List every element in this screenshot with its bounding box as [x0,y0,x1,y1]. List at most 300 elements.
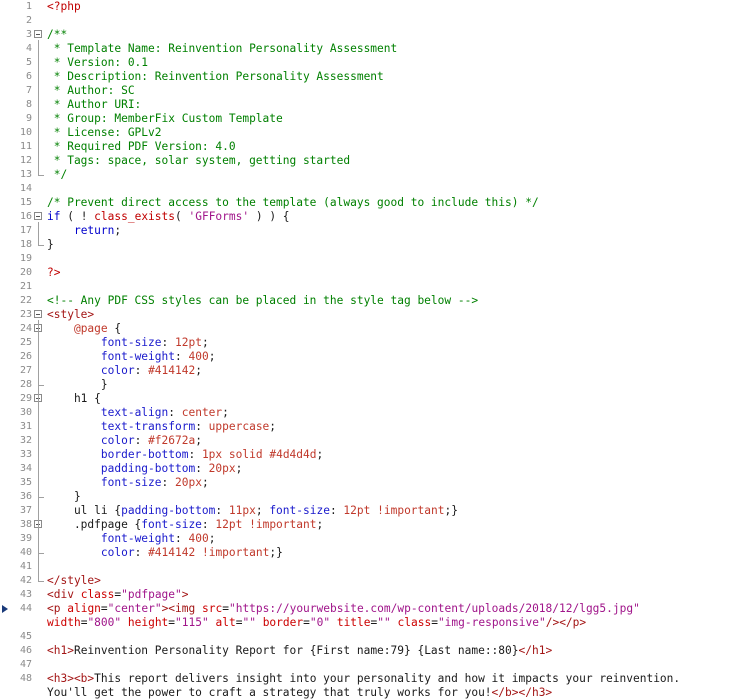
code-line[interactable] [0,84,756,98]
code-line[interactable] [0,70,756,84]
code-token: ; [222,406,229,419]
code-token: @page [73,322,108,335]
code-text [47,0,81,14]
code-line[interactable] [0,364,756,378]
line-number: 29 [19,393,32,404]
code-line[interactable] [0,532,756,546]
code-text [47,448,323,462]
line-number: 6 [25,71,32,82]
line-number: 38 [19,519,32,530]
code-line[interactable] [0,392,756,406]
code-token: class_exists [94,210,175,223]
code-token: padding-bottom [100,462,196,475]
code-line[interactable] [0,686,756,700]
code-text [47,588,189,602]
code-token: = [303,616,310,629]
code-token: : [168,406,182,419]
code-token: 12pt [215,518,243,531]
code-text [47,420,276,434]
code-token: } [47,238,54,251]
line-number: 23 [19,309,32,320]
code-token: "https://yourwebsite.com/wp-content/uploads/2018/12/lgg5.jpg" [228,602,640,615]
code-line[interactable] [0,490,756,504]
code-token: 12pt [175,336,202,349]
code-token: if [47,210,61,223]
code-token [195,546,202,559]
code-line[interactable] [0,560,756,574]
code-token: = [370,616,378,629]
line-number: 20 [19,267,32,278]
code-line[interactable] [0,182,756,196]
line-number: 18 [19,239,32,250]
code-text [47,546,283,560]
code-text [47,98,141,112]
line-number: 17 [19,225,32,236]
code-line[interactable] [0,448,756,462]
code-token: ; [201,476,209,489]
line-number: 47 [19,659,32,670]
fold-toggle-icon[interactable] [34,30,42,38]
line-number: 30 [19,407,32,418]
code-line[interactable] [0,658,756,672]
code-token: "center" [107,602,162,615]
code-text [47,238,54,252]
line-number: 27 [19,365,32,376]
code-token: * Version: 0.1 [47,56,149,69]
code-text [47,616,586,630]
line-number: 1 [25,1,32,12]
fold-guide [38,40,39,175]
code-token: : [134,364,149,377]
code-token: alt [215,616,236,629]
code-line[interactable] [0,616,756,630]
current-line-marker-icon [2,605,8,613]
code-token: </style> [47,574,101,587]
code-token: = [80,616,88,629]
code-text [47,336,209,350]
code-token: ; [208,532,216,545]
code-token [330,616,337,629]
code-token: /** [47,28,68,41]
line-number: 44 [19,603,32,614]
code-token: You'll get the power to craft a strategy that truly works for you! [47,686,492,699]
code-text [47,126,162,140]
line-number: 13 [19,169,32,180]
code-token: font-size [100,476,162,489]
code-line[interactable] [0,588,756,602]
code-token: center [181,406,223,419]
line-number: 10 [19,127,32,138]
code-text [47,462,242,476]
line-number: 14 [19,183,32,194]
fold-guide [38,222,39,245]
code-line[interactable] [0,378,756,392]
code-line[interactable] [0,350,756,364]
code-token: ; [195,364,202,377]
code-token [47,420,101,433]
code-text [47,518,323,532]
line-number: 16 [19,211,32,222]
code-token [47,224,74,237]
code-token: ;} [444,504,458,517]
code-line[interactable] [0,42,756,56]
code-token: uppercase [208,420,270,433]
code-token: "" [242,616,256,629]
code-token: text-align [100,406,169,419]
code-token: * Description: Reinvention Personality Assessment [47,70,384,83]
code-token: : [195,420,209,433]
code-text [47,308,94,322]
code-token: font-weight [100,350,175,363]
code-token: * Author URI: [47,98,142,111]
code-token: h1 { [47,392,101,405]
code-token: font-size [141,518,202,531]
code-token [47,476,101,489]
code-token: * Template Name: Reinvention Personality Assessment [47,42,398,55]
code-token: class [80,588,115,601]
line-number: 33 [19,449,32,460]
code-token: * Group: MemberFix Custom Template [47,112,283,125]
line-number: 42 [19,575,32,586]
code-token: } [47,378,108,391]
code-line[interactable] [0,210,756,224]
code-token: padding-bottom [121,504,216,517]
fold-guide-end [38,385,44,386]
code-line[interactable] [0,644,756,658]
code-line[interactable] [0,434,756,448]
code-token [47,406,101,419]
code-text [47,28,67,42]
code-line[interactable] [0,224,756,238]
line-number: 8 [25,99,32,110]
code-token: #414142 [148,546,196,559]
code-text [47,210,290,224]
code-token: "115" [175,616,209,629]
code-token: "pdfpage" [121,588,182,601]
code-text [47,644,552,658]
code-token: !important [249,518,317,531]
code-token: <p [47,602,61,615]
code-token: return [73,224,115,237]
code-token: > [181,588,189,601]
code-line[interactable] [0,140,756,154]
fold-guide [38,530,39,553]
code-token: * Tags: space, solar system, getting started [47,154,351,167]
code-token: </b></h3> [491,686,553,699]
fold-guide-end [38,553,44,554]
code-text [47,532,215,546]
code-line[interactable] [0,98,756,112]
code-text [47,140,236,154]
code-token [47,336,101,349]
code-token: Reinvention Personality Report for {First name:79} {Last name::80} [73,644,519,657]
line-number: 48 [19,673,32,684]
code-line[interactable] [0,546,756,560]
line-number: 3 [25,29,32,40]
code-token: "img-responsive" [437,616,546,629]
code-line[interactable] [0,280,756,294]
code-token [391,616,398,629]
line-number: 11 [19,141,32,152]
code-token: #414142 [148,364,196,377]
fold-guide [38,404,39,497]
code-token: : [161,476,175,489]
code-line[interactable] [0,420,756,434]
code-text [47,56,148,70]
code-token: ; [208,350,216,363]
line-number: 21 [19,281,32,292]
code-token [47,546,101,559]
line-number: 5 [25,57,32,68]
line-number: 28 [19,379,32,390]
code-line[interactable] [0,238,756,252]
code-text [47,154,350,168]
code-token: font-size [100,336,162,349]
code-token: ; [316,518,324,531]
code-text [47,434,202,448]
code-text [47,196,539,210]
code-token [256,616,263,629]
fold-guide [38,334,39,385]
code-token: "800" [87,616,122,629]
code-token: 400 [188,350,209,363]
code-token: border [262,616,304,629]
code-line[interactable] [0,518,756,532]
fold-toggle-icon[interactable] [34,212,42,220]
line-number: 12 [19,155,32,166]
code-line[interactable] [0,28,756,42]
code-token: "0" [309,616,331,629]
code-line[interactable] [0,126,756,140]
code-token [74,588,81,601]
code-token: = [168,616,176,629]
code-line[interactable] [0,308,756,322]
code-text [47,686,552,700]
code-token: color [100,546,135,559]
code-token: /* Prevent direct access to the template (always good to include this) */ [47,196,539,209]
code-line[interactable] [0,196,756,210]
code-token: 1px [201,448,223,461]
code-text [47,378,108,392]
code-line[interactable] [0,0,756,14]
code-token: : [215,504,229,517]
code-token: : [195,462,209,475]
code-token: = [235,616,243,629]
code-text [47,364,202,378]
code-token: { [107,322,122,335]
code-token: title [336,616,371,629]
code-token: ;} [269,546,283,559]
code-text [47,490,81,504]
code-token [47,364,101,377]
code-line[interactable] [0,252,756,266]
code-token: : [134,434,149,447]
code-token: ><img [161,602,196,615]
code-text [47,168,67,182]
code-token: = [114,588,122,601]
code-token: */ [47,168,68,181]
code-line[interactable] [0,602,756,616]
code-text [47,350,215,364]
code-text [47,322,121,336]
code-token [47,448,101,461]
code-token: .pdfpage { [47,518,142,531]
code-token: 'GFForms' [188,210,250,223]
code-text [47,504,458,518]
code-line[interactable] [0,504,756,518]
code-line[interactable] [0,56,756,70]
code-token: : [174,350,189,363]
code-token [47,462,101,475]
code-token: : [161,336,175,349]
code-line[interactable] [0,336,756,350]
code-token: src [202,602,223,615]
code-text [47,70,384,84]
code-text [47,224,121,238]
code-token: #4d4d4d [269,448,317,461]
line-number: 35 [19,477,32,488]
code-token: : [201,518,216,531]
code-token: ; [195,434,202,447]
code-token: <?php [47,0,81,13]
code-line[interactable] [0,266,756,280]
code-line[interactable] [0,476,756,490]
code-token: solid [228,448,263,461]
code-token: color [100,364,135,377]
code-token [121,616,128,629]
code-token: 12pt [343,504,371,517]
code-text [47,42,397,56]
code-token: = [100,602,108,615]
code-line[interactable] [0,406,756,420]
line-number: 45 [19,631,32,642]
code-token: !important [377,504,445,517]
line-number: 22 [19,295,32,306]
line-number: 9 [25,113,32,124]
code-token: * License: GPLv2 [47,126,162,139]
code-text [47,476,209,490]
code-text [47,392,101,406]
code-token [47,322,74,335]
code-line[interactable] [0,154,756,168]
code-line[interactable] [0,112,756,126]
line-number: 26 [19,351,32,362]
code-token: 20px [175,476,202,489]
code-token [47,350,101,363]
code-token: color [100,434,135,447]
code-token: ; [269,420,277,433]
code-line[interactable] [0,322,756,336]
code-token: <h3><b> [47,672,95,685]
line-number: 2 [25,15,32,26]
line-number: 46 [19,645,32,656]
code-token: 400 [188,532,209,545]
code-text [47,84,135,98]
line-number: 31 [19,421,32,432]
code-token: : [174,532,189,545]
code-text [47,266,60,280]
fold-guide-end [38,175,44,176]
code-line[interactable] [0,574,756,588]
line-number: 39 [19,533,32,544]
code-line[interactable] [0,672,756,686]
code-token: border-bottom [100,448,189,461]
code-token: height [127,616,169,629]
line-number: 40 [19,547,32,558]
code-text [47,406,229,420]
code-line[interactable] [0,630,756,644]
code-token: : [329,504,344,517]
code-token: = [222,602,229,615]
line-number: 19 [19,253,32,264]
code-token: ( [175,210,189,223]
code-token: <div [47,588,74,601]
code-text [47,574,101,588]
fold-guide-end [38,497,44,498]
code-token: ul li { [47,504,122,517]
code-text [47,602,640,616]
fold-toggle-icon[interactable] [34,310,42,318]
code-token: <h1> [47,644,74,657]
line-number: 32 [19,435,32,446]
code-token [47,434,101,447]
code-token: } [47,490,81,503]
line-number: 34 [19,463,32,474]
line-number: 7 [25,85,32,96]
code-token: /></p> [545,616,587,629]
line-number: 15 [19,197,32,208]
code-token: font-weight [100,532,175,545]
code-text [47,672,680,686]
code-token: "" [377,616,391,629]
code-token: * Author: SC [47,84,135,97]
code-line[interactable] [0,168,756,182]
code-token: #f2672a [148,434,196,447]
line-number: 37 [19,505,32,516]
code-token: : [134,546,149,559]
code-token [195,602,202,615]
code-token: text-transform [100,420,196,433]
code-token: class [397,616,432,629]
code-text [47,112,283,126]
code-token: <!-- Any PDF CSS styles can be placed in the style tag below --> [47,294,479,307]
code-token: font-size [269,504,330,517]
code-token: width [47,616,81,629]
code-line[interactable] [0,462,756,476]
code-token: 11px [228,504,256,517]
code-token: <style> [47,308,95,321]
fold-guide-end [38,581,44,582]
code-token [222,448,229,461]
code-token: ; [114,224,122,237]
code-token: align [67,602,101,615]
code-token: = [431,616,438,629]
code-token: ; [255,504,270,517]
code-token: !important [201,546,270,559]
code-token: ; [316,448,324,461]
code-line[interactable] [0,14,756,28]
line-number: 24 [19,323,32,334]
line-number: 4 [25,43,32,54]
code-token: ?> [47,266,61,279]
code-token: This report delivers insight into your personality and how it impacts your reinvention. [94,672,681,685]
code-token [47,532,101,545]
code-token: ( ! [60,210,95,223]
code-token: ; [235,462,243,475]
code-line[interactable] [0,294,756,308]
line-number: 25 [19,337,32,348]
line-number: 43 [19,589,32,600]
